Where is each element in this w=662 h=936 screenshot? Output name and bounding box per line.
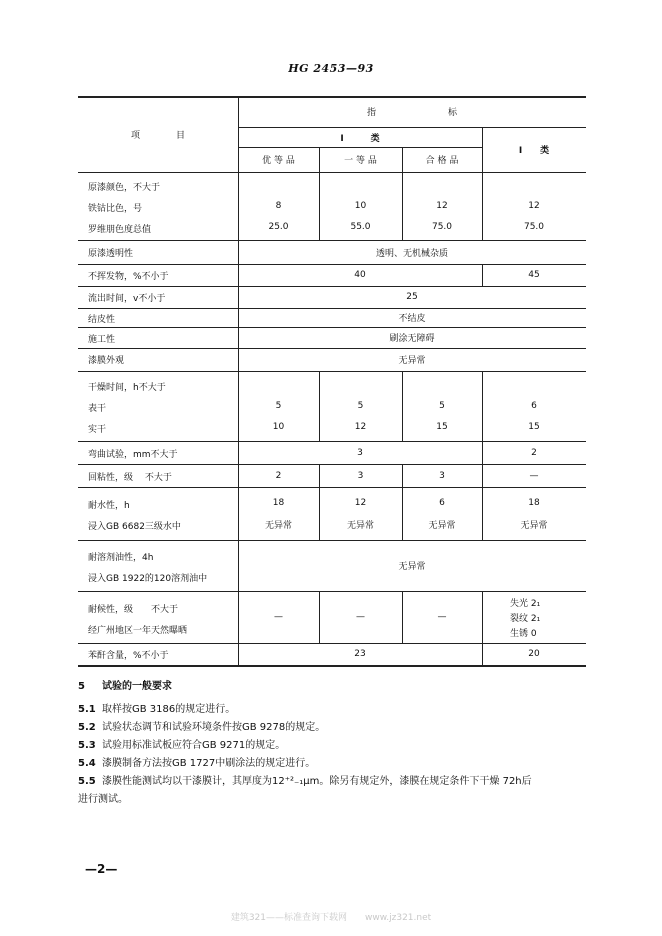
paragraph [78, 736, 285, 751]
grade-header: 合 格 品 [425, 156, 459, 166]
cell: 10 [354, 201, 367, 211]
cell: 75.0 [431, 222, 453, 232]
paragraph-text: 试验用标准试板应符合GB 9271的规定。 [102, 740, 286, 751]
index-header: 指 标 [366, 108, 457, 118]
class2-header: I 类 [518, 146, 550, 156]
row-label: 罗维朋色度总值 [88, 225, 152, 235]
cell: 2 [531, 447, 537, 458]
section-number: 5.1 [78, 704, 96, 715]
section-heading [78, 677, 172, 692]
cell: 6 [439, 498, 445, 508]
page-number: —2— [85, 862, 118, 876]
cell: 刷涂无障碍 [389, 334, 435, 344]
paragraph-text: 试验状态调节和试验环境条件按GB 9278的规定。 [102, 722, 326, 733]
cell: 25.0 [268, 222, 289, 232]
paragraph-text: 取样按GB 3186的规定进行。 [102, 704, 236, 715]
cell: 3 [357, 470, 364, 481]
row-label: 流出时间，v不小于 [88, 294, 166, 304]
row-label: 弯曲试验，mm不大于 [88, 450, 178, 460]
cell: 40 [354, 270, 366, 280]
rule [78, 172, 586, 173]
row-label: 实干 [88, 425, 107, 435]
rule [78, 487, 586, 488]
cell: — [529, 470, 539, 481]
row-label: 耐溶剂油性，4h [88, 553, 154, 563]
paragraph [78, 700, 235, 715]
row-label: 苯酐含量，%不小于 [88, 651, 169, 661]
cell: 25 [406, 292, 418, 302]
cell: 无异常 [398, 562, 426, 572]
cell: 10 [272, 422, 285, 432]
item-header: 项 目 [130, 130, 185, 141]
specification-table [78, 96, 586, 667]
cell: 12 [354, 422, 367, 432]
section-number: 5.4 [78, 758, 96, 769]
cell: 12 [354, 498, 367, 508]
row-label: 施工性 [88, 335, 116, 345]
section-number: 5.5 [78, 776, 96, 787]
cell: 12 [436, 201, 448, 211]
row-label: 耐候性，级 不大于 [88, 605, 179, 615]
cell: 透明、无机械杂质 [375, 248, 448, 259]
cell: 5 [357, 401, 364, 411]
cell: 18 [528, 498, 540, 508]
cell: 5 [275, 401, 282, 411]
cell: 20 [528, 649, 540, 659]
rule [78, 371, 586, 372]
cell: 裂纹 2₁ [510, 614, 541, 624]
rule [482, 591, 483, 643]
grade-header: 一 等 品 [344, 156, 377, 166]
row-label: 干燥时间，h不大于 [88, 383, 166, 393]
row-label: 不挥发物，%不小于 [88, 272, 169, 282]
paragraph [78, 718, 325, 733]
row-label: 经广州地区一年天然曝晒 [88, 626, 188, 636]
document-header: HG 2453—93 [288, 62, 374, 75]
cell: 8 [275, 201, 282, 211]
cell: — [437, 612, 447, 622]
watermark: 建筑321——标准查询下载网 www.jz321.net [230, 913, 432, 923]
section-number: 5.3 [78, 740, 96, 751]
paragraph-text: 漆膜制备方法按GB 1727中刷涂法的规定进行。 [102, 758, 316, 769]
cell: 15 [528, 422, 540, 432]
paragraph-text: 漆膜性能测试均以干漆膜计，其厚度为12⁺²₋₁μm。除另有规定外，漆膜在规定条件下干燥 72h后 [102, 776, 532, 787]
row-label: 浸入GB 6682三级水中 [88, 522, 181, 532]
grade-header: 优 等 品 [262, 156, 295, 166]
paragraph [78, 754, 315, 769]
cell: 无异常 [346, 520, 374, 531]
cell: 18 [272, 498, 285, 508]
class1-header: I 类 [340, 133, 380, 144]
cell: 75.0 [523, 222, 545, 232]
row-label: 原漆透明性 [88, 249, 134, 259]
cell: 无异常 [264, 520, 292, 531]
paragraph-continuation: 进行测试。 [78, 794, 128, 805]
row-label: 结皮性 [88, 315, 116, 325]
cell: 55.0 [350, 222, 371, 232]
cell: 无异常 [428, 520, 456, 531]
cell: 15 [436, 422, 448, 432]
cell: 无异常 [398, 356, 426, 366]
cell: 2 [275, 470, 282, 481]
cell: 3 [357, 447, 363, 458]
section-number: 5.2 [78, 722, 96, 733]
section-number: 5 [78, 681, 85, 692]
row-label: 耐水性，h [88, 501, 130, 511]
row-label: 漆膜外观 [88, 356, 125, 366]
cell: 不结皮 [398, 314, 426, 324]
row-label: 表干 [88, 404, 107, 414]
cell: — [356, 612, 365, 622]
table-border-bottom [78, 665, 586, 667]
row-label: 浸入GB 1922的120溶剂油中 [88, 574, 208, 584]
paragraph [78, 772, 532, 787]
row-label: 铁钴比色，号 [88, 204, 143, 214]
cell: 12 [528, 201, 540, 211]
cell: 6 [531, 401, 537, 411]
cell: 45 [528, 270, 540, 280]
cell: 生锈 0 [510, 629, 537, 639]
cell: 失光 2₁ [510, 599, 541, 609]
row-label: 原漆颜色，不大于 [88, 183, 161, 193]
cell: — [274, 612, 283, 622]
cell: 5 [439, 401, 445, 411]
cell: 无异常 [520, 520, 548, 531]
row-label: 回粘性，级 不大于 [88, 473, 172, 483]
cell: 3 [439, 470, 445, 481]
cell: 23 [354, 649, 366, 659]
section-title: 试验的一般要求 [102, 681, 172, 692]
